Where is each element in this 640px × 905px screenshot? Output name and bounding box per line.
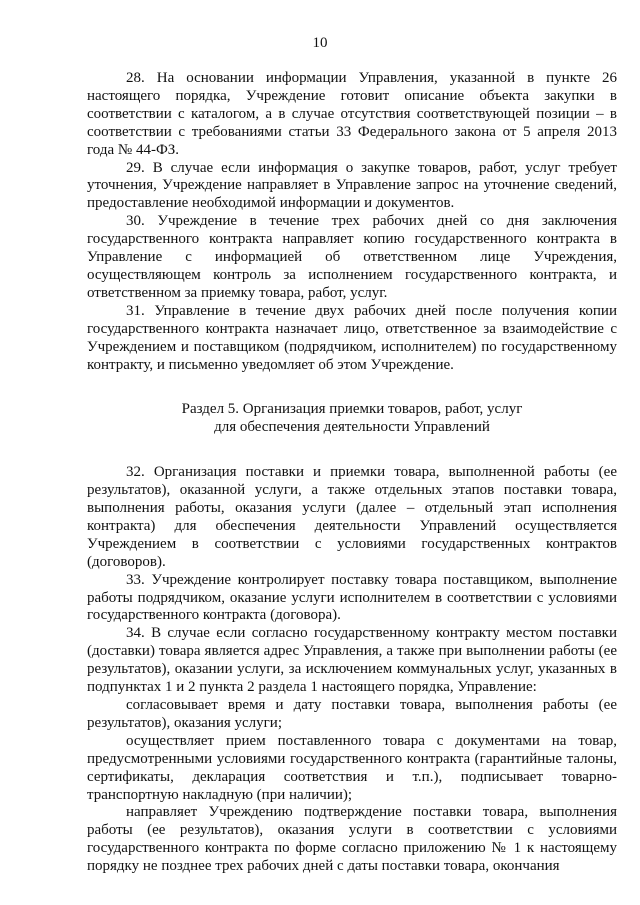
paragraph-33: 33. Учреждение контролирует поставку товара поставщиком, выполнение работы подрядчиком, оказание услуги исполнителем в соответствии с условиями государственного контракта (договора). [87,571,617,624]
paragraph-31: 31. Управление в течение двух рабочих дней после получения копии государственного контракта назначает лицо, ответственное за взаимодействие с Учреждением и поставщиком (подрядчиком, исполнителем) по государственному контракту, и письменно уведомляет об этом Учреждение. [87,302,617,373]
paragraph-32: 32. Организация поставки и приемки товара, выполненной работы (ее результатов), оказанной услуги, а также отдельных этапов поставки товара, выполнения работы, оказания услуги (далее – отдельный этап исполнения контракта) для обеспечения деятельности Управлений осуществляется Учреждением в соответствии с условиями государственных контрактов (договоров). [87,464,617,570]
paragraph-34-item-2: осуществляет прием поставленного товара с документами на товар, предусмотренными условиями государственного контракта (гарантийные талоны, сертификаты, декларация соответствия и т.п.), подписывает товарно-транспортную накладную (при наличии); [87,732,617,803]
paragraph-34-item-3: направляет Учреждению подтверждение поставки товара, выполнения работы (ее результатов), оказания услуги в соответствии с условиями государственного контракта по форме согласно приложению № 1 к настоящему порядку не позднее трех рабочих дней с даты поставки товара, окончания [87,804,617,875]
paragraph-28: 28. На основании информации Управления, указанной в пункте 26 настоящего порядка, Учреждение готовит описание объекта закупки в соответствии с каталогом, а в случае отсутствия соответствующей позиции – в соответствии с требованиями статьи 33 Федерального закона от 5 апреля 2013 года № 44-ФЗ. [87,70,617,158]
page-number: 10 [312,35,328,51]
document-body [87,70,617,876]
paragraph-34: 34. В случае если согласно государственному контракту местом поставки (доставки) товара является адрес Управления, а также при выполнении работы (ее результатов), оказании услуги, за исключением коммунальных услуг, указанных в подпунктах 1 и 2 пункта 2 раздела 1 настоящего порядка, Управление: [87,625,617,696]
section-heading [87,401,617,437]
paragraph-34-item-1: согласовывает время и дату поставки товара, выполнения работы (ее результатов), оказания услуги; [87,697,617,731]
section-heading-line-2: для обеспечения деятельности Управлений [214,419,490,436]
paragraph-30: 30. Учреждение в течение трех рабочих дней со дня заключения государственного контракта направляет копию государственного контракта в Управление с информацией об ответственном лице Учреждения, осуществляющем контроль за исполнением государственного контракта, и ответственном за приемку товара, работ, услуг. [87,213,617,301]
paragraph-29: 29. В случае если информация о закупке товаров, работ, услуг требует уточнения, Учреждение направляет в Управление запрос на уточнение сведений, предоставление необходимой информации и документов. [87,159,617,212]
section-heading-line-1: Раздел 5. Организация приемки товаров, работ, услуг [181,401,523,418]
